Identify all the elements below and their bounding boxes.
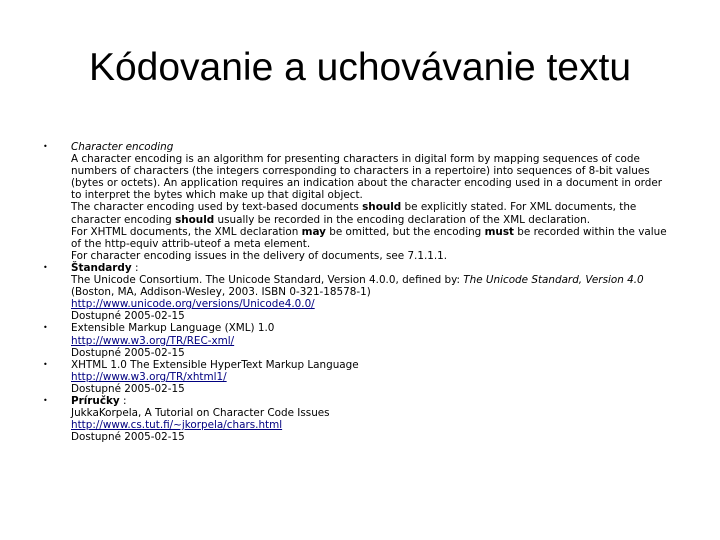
list-item-body	[71, 262, 703, 322]
item-heading	[71, 262, 703, 274]
text-segment: For XHTML documents, the XML declaration	[71, 225, 302, 238]
list-item	[43, 395, 703, 443]
text-line: JukkaKorpela, A Tutorial on Character Code Issues	[71, 407, 330, 420]
item-heading: XHTML 1.0 The Extensible HyperText Markup Language	[71, 358, 359, 371]
text-line: numbers of characters (the integers corresponding to characters in a repertoire) into sequences of 8-bit values	[71, 165, 650, 178]
text-line: (Boston, MA, Addison-Wesley, 2003. ISBN 0-321-18578-1)	[71, 286, 371, 299]
reference-link[interactable]: http://www.cs.tut.fi/~jkorpela/chars.html	[71, 419, 283, 432]
text-line	[71, 274, 703, 286]
bold-keyword: may	[301, 225, 326, 238]
list-item-body	[71, 395, 703, 443]
text-line	[71, 201, 703, 213]
list-item	[43, 359, 703, 395]
bold-keyword: should	[362, 201, 402, 214]
item-heading: Character encoding	[71, 141, 174, 153]
text-segment: The Unicode Consortium. The Unicode Standard, Version 4.0.0, defined by:	[71, 274, 464, 287]
text-line: (bytes or octets). An application requires an indication about the character encoding used in a document in order	[71, 177, 663, 190]
list-item	[43, 262, 703, 322]
text-segment: usually be recorded in the encoding declaration of the XML declaration.	[214, 213, 591, 226]
access-date: Dostupné 2005-02-15	[71, 431, 185, 444]
bold-keyword: should	[175, 213, 215, 226]
text-line: to interpret the bytes which make up that digital object.	[71, 189, 363, 202]
bullet-marker: •	[43, 323, 48, 333]
bullet-list	[43, 141, 703, 443]
list-item	[43, 141, 703, 262]
list-item-body	[71, 322, 703, 358]
heading-colon: :	[131, 261, 139, 274]
bullet-marker: •	[43, 359, 48, 369]
text-segment: be omitted, but the encoding	[325, 225, 485, 238]
text-segment: be explicitly stated. For XML documents, the	[401, 201, 637, 214]
heading-colon: :	[119, 394, 127, 407]
text-line: For character encoding issues in the delivery of documents, see 7.1.1.1.	[71, 249, 448, 262]
list-item	[43, 322, 703, 358]
reference-link[interactable]: http://www.unicode.org/versions/Unicode4.0.0/	[71, 298, 315, 311]
reference-link[interactable]: http://www.w3.org/TR/xhtml1/	[71, 370, 227, 383]
access-date: Dostupné 2005-02-15	[71, 310, 185, 323]
text-line	[71, 226, 703, 238]
italic-title: The Unicode Standard, Version 4.0	[463, 274, 644, 287]
bullet-marker: •	[43, 142, 48, 151]
list-item-body	[71, 359, 703, 395]
list-item-body	[71, 141, 703, 262]
item-heading	[71, 395, 703, 407]
access-date: Dostupné 2005-02-15	[71, 346, 185, 359]
access-date: Dostupné 2005-02-15	[71, 382, 185, 395]
text-line: A character encoding is an algorithm for presenting characters in digital form by mapping sequences of code	[71, 153, 640, 166]
text-line: of the http-equiv attrib-uteof a meta element.	[71, 237, 311, 250]
heading-text: Príručky	[71, 394, 120, 407]
text-segment: be recorded within the value	[513, 225, 667, 238]
text-segment: character encoding	[71, 213, 176, 226]
bold-keyword: must	[484, 225, 514, 238]
item-heading: Extensible Markup Language (XML) 1.0	[71, 322, 275, 335]
slide-title: Kódovanie a uchovávanie textu	[88, 46, 632, 89]
text-segment: The character encoding used by text-based documents	[71, 201, 363, 214]
text-line	[71, 214, 703, 226]
heading-text: Štandardy	[71, 261, 132, 274]
reference-link[interactable]: http://www.w3.org/TR/REC-xml/	[71, 334, 235, 347]
bullet-marker: •	[43, 262, 48, 272]
bullet-marker: •	[43, 395, 48, 405]
